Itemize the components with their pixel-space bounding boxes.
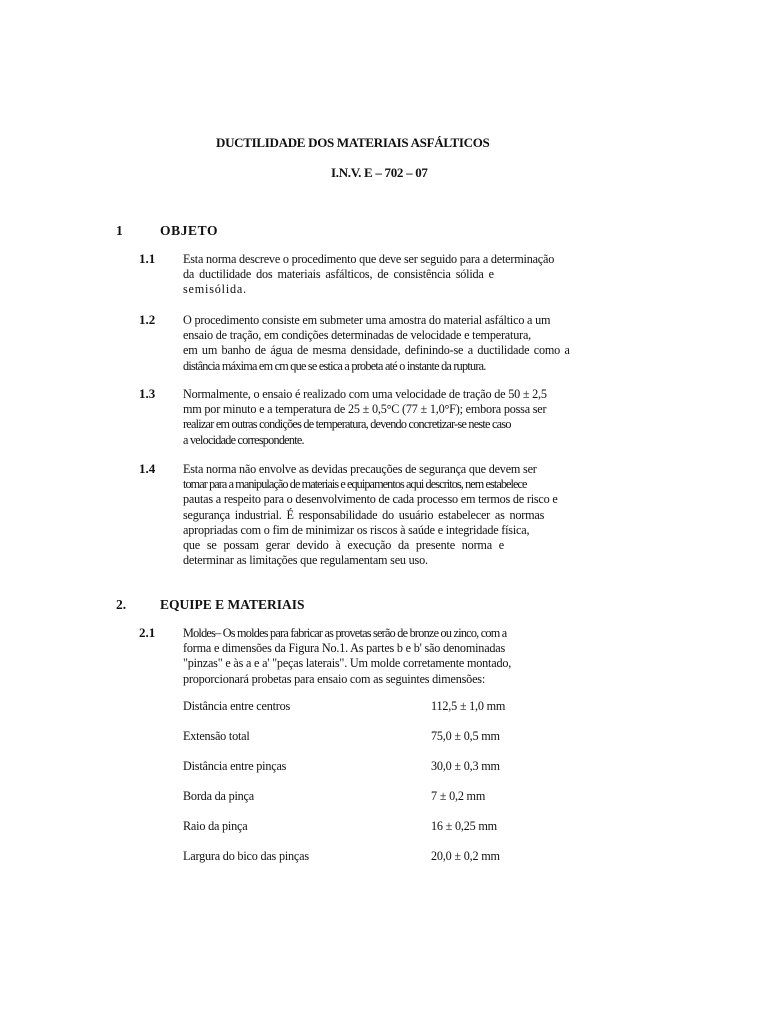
paragraph-line: pautas a respeito para o desenvolvimento de cada processo em termos de risco e <box>183 492 558 507</box>
paragraph-line: Moldes– Os moldes para fabricar as provetas serão de bronze ou zinco, com a <box>183 626 507 640</box>
dimension-label: Extensão total <box>183 729 250 743</box>
paragraph-line: realizar em outras condições de temperatura, devendo concretizar-se neste caso <box>183 417 511 432</box>
item-number: 1.4 <box>139 461 156 476</box>
paragraph-line: distância máxima em cm que se estica a probeta até o instante da ruptura. <box>183 358 486 373</box>
section-title: EQUIPE E MATERIAIS <box>160 597 305 612</box>
item-paragraph <box>183 462 558 568</box>
dimension-value: 112,5 ± 1,0 mm <box>431 699 506 713</box>
paragraph-line: a velocidade correspondente. <box>183 432 304 447</box>
paragraph-line: mm por minuto e a temperatura de 25 ± 0,5°C (77 ± 1,0°F); embora possa ser <box>183 402 547 417</box>
paragraph-line: proporcionará probetas para ensaio com as seguintes dimensões: <box>183 671 486 686</box>
item-paragraph <box>183 313 570 374</box>
section-number: 2. <box>116 597 127 612</box>
document-title: DUCTILIDADE DOS MATERIAIS ASFÁLTICOS <box>216 135 490 150</box>
item-number: 2.1 <box>139 625 156 640</box>
dimension-label: Raio da pinça <box>183 819 248 833</box>
dimension-label: Distância entre pinças <box>183 759 287 773</box>
paragraph-line: Esta norma descreve o procedimento que deve ser seguido para a determinação <box>183 252 555 266</box>
paragraph-line: da ductilidade dos materiais asfálticos, de consistência sólida e <box>183 267 494 282</box>
dimension-value: 75,0 ± 0,5 mm <box>431 729 500 743</box>
section-number: 1 <box>116 223 123 238</box>
paragraph-line: Esta norma não envolve as devidas precauções de segurança que devem ser <box>183 462 537 476</box>
dimension-value: 20,0 ± 0,2 mm <box>431 849 500 863</box>
paragraph-line: tomar para a manipulação de materiais e equipamentos aqui descritos, nem estabelece <box>183 477 527 492</box>
dimension-label: Borda da pinça <box>183 789 254 803</box>
item-number: 1.3 <box>139 386 156 401</box>
paragraph-line: determinar as limitações que regulamentam seu uso. <box>183 553 428 568</box>
dimension-value: 7 ± 0,2 mm <box>431 789 486 803</box>
dimension-label: Largura do bico das pinças <box>183 849 309 863</box>
paragraph-line: "pinzas" e às a e a' "peças laterais". Um molde corretamente montado, <box>183 656 512 671</box>
dimension-value: 16 ± 0,25 mm <box>431 819 497 833</box>
dimension-label: Distância entre centros <box>183 699 291 713</box>
dimension-value: 30,0 ± 0,3 mm <box>431 759 500 773</box>
paragraph-line: O procedimento consiste em submeter uma amostra do material asfáltico a um <box>183 313 551 327</box>
paragraph-line: apropriadas com o fim de minimizar os riscos à saúde e integridade física, <box>183 522 530 537</box>
section-title: OBJETO <box>160 223 219 238</box>
item-number: 1.1 <box>139 251 156 266</box>
item-number: 1.2 <box>139 312 156 327</box>
paragraph-line: segurança industrial. É responsabilidade do usuário estabelecer as normas <box>183 507 545 522</box>
item-paragraph <box>183 252 554 298</box>
item-paragraph <box>183 626 511 687</box>
paragraph-line: Normalmente, o ensaio é realizado com uma velocidade de tração de 50 ± 2,5 <box>183 387 547 401</box>
document-code: I.N.V. E – 702 – 07 <box>331 165 428 180</box>
item-paragraph <box>183 387 547 448</box>
paragraph-line: forma e dimensões da Figura No.1. As partes b e b' são denominadas <box>183 641 506 656</box>
paragraph-line: ensaio de tração, em condições determinadas de velocidade e temperatura, <box>183 328 532 343</box>
paragraph-line: que se possam gerar devido à execução da presente norma e <box>183 538 504 553</box>
paragraph-line: semisólida. <box>183 282 247 297</box>
paragraph-line: em um banho de água de mesma densidade, definindo-se a ductilidade como a <box>183 343 570 358</box>
